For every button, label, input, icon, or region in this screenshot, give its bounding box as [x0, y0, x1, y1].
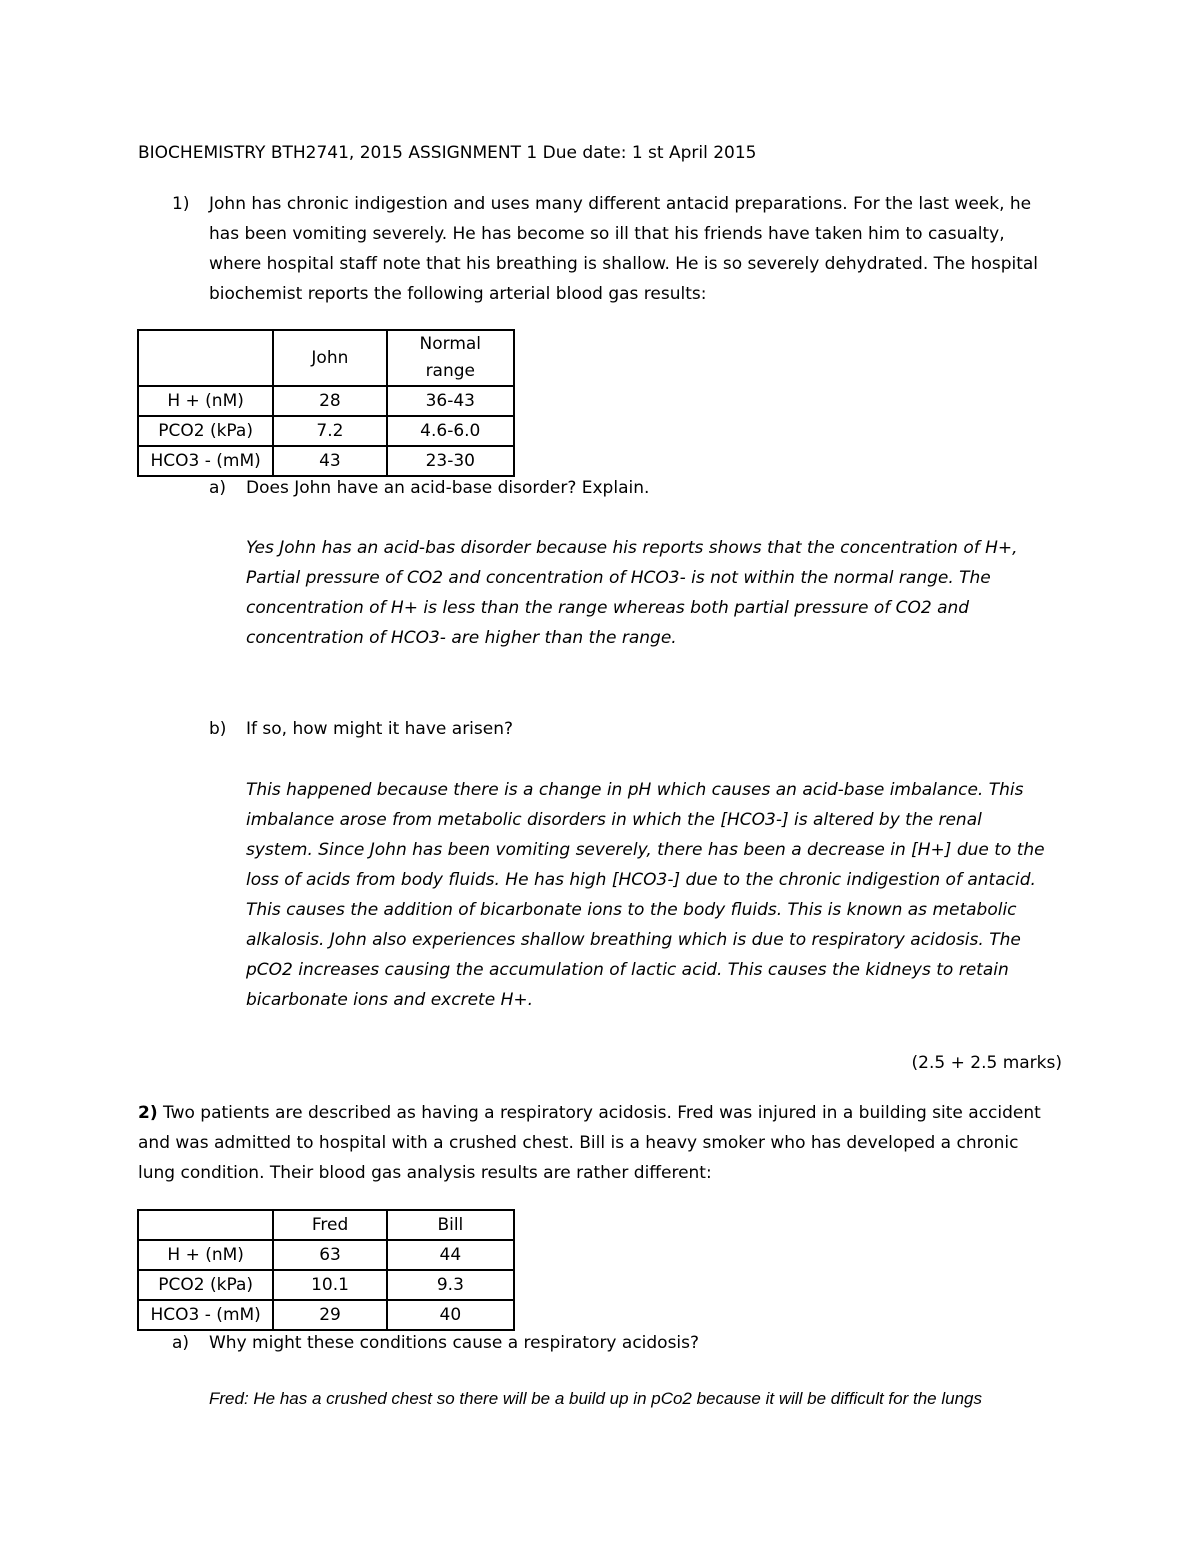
table-row — [138, 1240, 514, 1270]
table-cell: 10.1 — [273, 1270, 386, 1300]
question-1-line: has been vomiting severely. He has become so ill that his friends have taken him to casualty, — [209, 224, 1005, 244]
answer-line: concentration of HCO3- are higher than the range. — [246, 628, 677, 648]
question-1a-text: Does John have an acid-base disorder? Explain. — [246, 478, 650, 498]
question-2-line: lung condition. Their blood gas analysis results are rather different: — [138, 1163, 712, 1183]
table-cell: 4.6-6.0 — [387, 416, 514, 446]
table-row — [138, 1300, 514, 1330]
answer-1b — [246, 775, 1045, 1015]
answer-line: This causes the addition of bicarbonate ions to the body fluids. This is known as metabolic — [246, 900, 1017, 920]
table-header-cell — [387, 330, 514, 386]
table-cell: 63 — [273, 1240, 386, 1270]
table-cell: 9.3 — [387, 1270, 514, 1300]
table-cell: HCO3 - (mM) — [138, 446, 273, 476]
table-cell: 43 — [273, 446, 386, 476]
table-cell: PCO2 (kPa) — [138, 1270, 273, 1300]
question-2-text — [138, 1098, 1041, 1188]
question-1-line: where hospital staff note that his breathing is shallow. He is so severely dehydrated. The hospital — [209, 254, 1039, 274]
question-2-line: and was admitted to hospital with a crushed chest. Bill is a heavy smoker who has developed a chronic — [138, 1133, 1019, 1153]
table-row — [138, 416, 514, 446]
question-1b-label: b) — [209, 719, 227, 739]
answer-line: Partial pressure of CO2 and concentration of HCO3- is not within the normal range. The — [246, 568, 991, 588]
question-2-line-text: Two patients are described as having a respiratory acidosis. Fred was injured in a building site accident — [157, 1103, 1041, 1123]
table-cell: 44 — [387, 1240, 514, 1270]
answer-line: alkalosis. John also experiences shallow breathing which is due to respiratory acidosis. The — [246, 930, 1021, 950]
answer-line: pCO2 increases causing the accumulation of lactic acid. This causes the kidneys to retain — [246, 960, 1009, 980]
question-1b-text: If so, how might it have arisen? — [246, 719, 514, 739]
table-header-cell: John — [273, 330, 386, 386]
answer-line: bicarbonate ions and excrete H+. — [246, 990, 533, 1010]
john-blood-gas-table — [137, 329, 515, 477]
answer-1a — [246, 533, 1018, 653]
table-header-cell — [138, 1210, 273, 1240]
question-2-line — [138, 1098, 1041, 1128]
table-row — [138, 386, 514, 416]
table-header-cell: Fred — [273, 1210, 386, 1240]
table-header-row — [138, 1210, 514, 1240]
document-title: BIOCHEMISTRY BTH2741, 2015 ASSIGNMENT 1 Due date: 1 st April 2015 — [138, 143, 757, 163]
normal-label: Normal — [419, 334, 482, 354]
table-cell: PCO2 (kPa) — [138, 416, 273, 446]
table-cell: 36-43 — [387, 386, 514, 416]
answer-line: Yes John has an acid-bas disorder because his reports shows that the concentration of H+, — [246, 538, 1018, 558]
answer-2a: Fred: He has a crushed chest so there will be a build up in pCo2 because it will be difficult for the lungs — [209, 1389, 982, 1408]
answer-line: loss of acids from body fluids. He has high [HCO3-] due to the chronic indigestion of antacid. — [246, 870, 1036, 890]
table-cell: H + (nM) — [138, 386, 273, 416]
table-cell: 40 — [387, 1300, 514, 1330]
table-row — [138, 1270, 514, 1300]
question-1-line: John has chronic indigestion and uses many different antacid preparations. For the last week, he — [209, 194, 1032, 214]
table-header-cell: Bill — [387, 1210, 514, 1240]
table-cell: H + (nM) — [138, 1240, 273, 1270]
question-1-line: biochemist reports the following arterial blood gas results: — [209, 284, 707, 304]
table-cell: 28 — [273, 386, 386, 416]
fred-bill-blood-gas-table — [137, 1209, 515, 1331]
answer-line: imbalance arose from metabolic disorders in which the [HCO3-] is altered by the renal — [246, 810, 982, 830]
question-1-number: 1) — [172, 194, 190, 214]
table-row — [138, 446, 514, 476]
question-2-number: 2) — [138, 1103, 158, 1123]
range-label: range — [425, 361, 475, 381]
table-header-cell — [138, 330, 273, 386]
question-2a-label: a) — [172, 1333, 190, 1353]
question-1a-label: a) — [209, 478, 227, 498]
table-cell: 7.2 — [273, 416, 386, 446]
answer-line: This happened because there is a change in pH which causes an acid-base imbalance. This — [246, 780, 1024, 800]
table-cell: HCO3 - (mM) — [138, 1300, 273, 1330]
question-1-text — [209, 189, 1038, 309]
table-header-row — [138, 330, 514, 386]
answer-line: concentration of H+ is less than the range whereas both partial pressure of CO2 and — [246, 598, 970, 618]
marks-label: (2.5 + 2.5 marks) — [911, 1053, 1062, 1073]
table-cell: 29 — [273, 1300, 386, 1330]
question-2a-text: Why might these conditions cause a respiratory acidosis? — [209, 1333, 700, 1353]
answer-line: system. Since John has been vomiting severely, there has been a decrease in [H+] due to the — [246, 840, 1045, 860]
table-cell: 23-30 — [387, 446, 514, 476]
